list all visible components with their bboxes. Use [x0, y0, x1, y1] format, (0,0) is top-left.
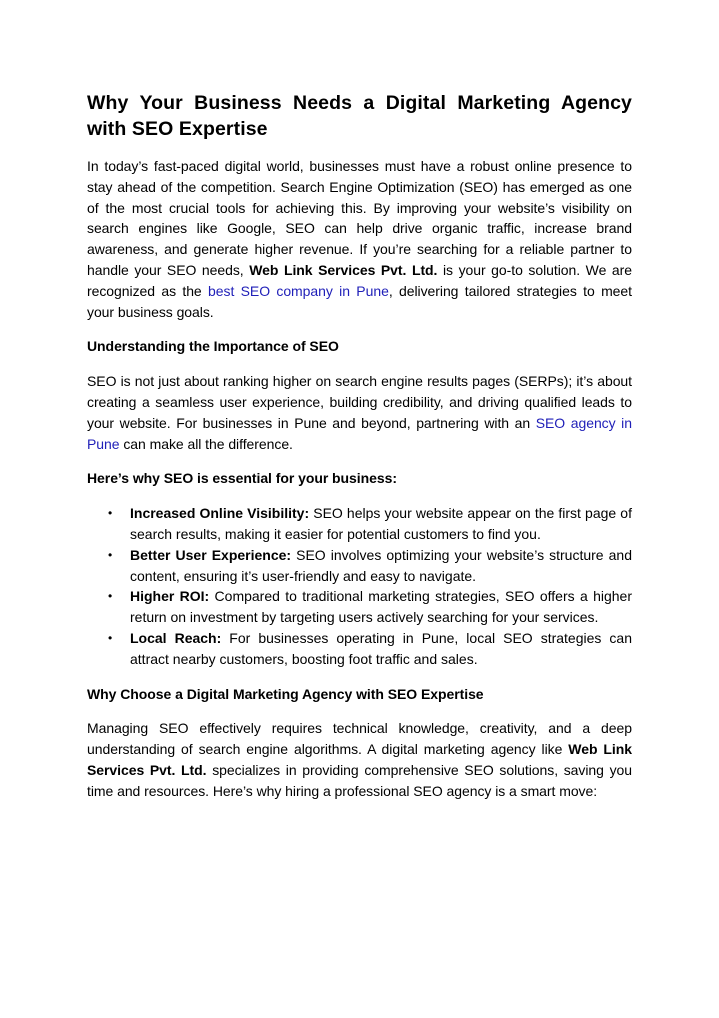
- list-item-text: For businesses operating in Pune, local SEO strategies can attract nearby customers, boosting foot traffic and sales.: [130, 629, 632, 667]
- intro-text-3: , delivering tailored strategies to meet your business goals.: [87, 282, 632, 320]
- list-item-text: SEO helps your website appear on the first page of search results, making it easier for potential customers to find you.: [130, 505, 632, 542]
- list-item-title: Local Reach:: [130, 629, 222, 646]
- list-item-title: Better User Experience:: [130, 546, 292, 563]
- importance-text-2: can make all the difference.: [119, 435, 293, 452]
- why-choose-paragraph: [87, 718, 632, 801]
- list-item-title: Higher ROI:: [130, 588, 210, 605]
- importance-paragraph: [87, 371, 632, 454]
- intro-text-2: is your go-to solution. We are recognized as the: [87, 261, 632, 299]
- benefits-list: [87, 503, 632, 669]
- page-title: Why Your Business Needs a Digital Marketing Agency with SEO Expertise: [87, 92, 632, 140]
- list-item-title: Increased Online Visibility:: [130, 505, 310, 522]
- bullet-icon: •: [108, 506, 113, 521]
- why-choose-text-2: specializes in providing comprehensive SEO solutions, saving you time and resources. Here’s why hiring a professional SEO agency is a smart move:: [87, 761, 632, 799]
- intro-text-1: In today’s fast-paced digital world, businesses must have a robust online presence to stay ahead of the competition. Search Engine Optimization (SEO) has emerged as one of the most crucial tools for achieving this. By improving your website’s visibility on search engines like Google, SEO can help drive organic traffic, increase brand awareness, and generate higher revenue. If you’re searching for a reliable partner to handle your SEO needs,: [87, 158, 632, 278]
- best-seo-company-link[interactable]: best SEO company in Pune: [208, 282, 389, 299]
- list-item-text: Compared to traditional marketing strategies, SEO offers a higher return on investment by targeting users actively searching for your services.: [130, 588, 632, 626]
- document-page: [87, 90, 632, 816]
- seo-agency-link[interactable]: SEO agency in Pune: [87, 414, 632, 452]
- company-name: Web Link Services Pvt. Ltd.: [87, 741, 632, 778]
- list-item: [87, 503, 632, 545]
- list-item: [87, 628, 632, 670]
- list-item: [87, 545, 632, 587]
- list-item: [87, 586, 632, 628]
- bullet-icon: •: [108, 547, 113, 562]
- section-heading-why-choose: Why Choose a Digital Marketing Agency with SEO Expertise: [87, 685, 484, 702]
- bullet-icon: •: [108, 589, 113, 604]
- section-heading-why-essential: Here’s why SEO is essential for your business:: [87, 470, 397, 487]
- section-heading-importance: Understanding the Importance of SEO: [87, 338, 339, 355]
- why-choose-text-1: Managing SEO effectively requires technical knowledge, creativity, and a deep understanding of search engine algorithms. A digital marketing agency like: [87, 720, 632, 758]
- list-item-text: SEO involves optimizing your website’s structure and content, ensuring it’s user-friendly and easy to navigate.: [130, 546, 633, 584]
- importance-text-1: SEO is not just about ranking higher on search engine results pages (SERPs); it’s about creating a seamless user experience, building credibility, and driving qualified leads to your website. For businesses in Pune and beyond, partnering with an: [87, 373, 632, 431]
- company-name: Web Link Services Pvt. Ltd.: [249, 261, 438, 278]
- bullet-icon: •: [108, 630, 113, 645]
- intro-paragraph: [87, 156, 632, 322]
